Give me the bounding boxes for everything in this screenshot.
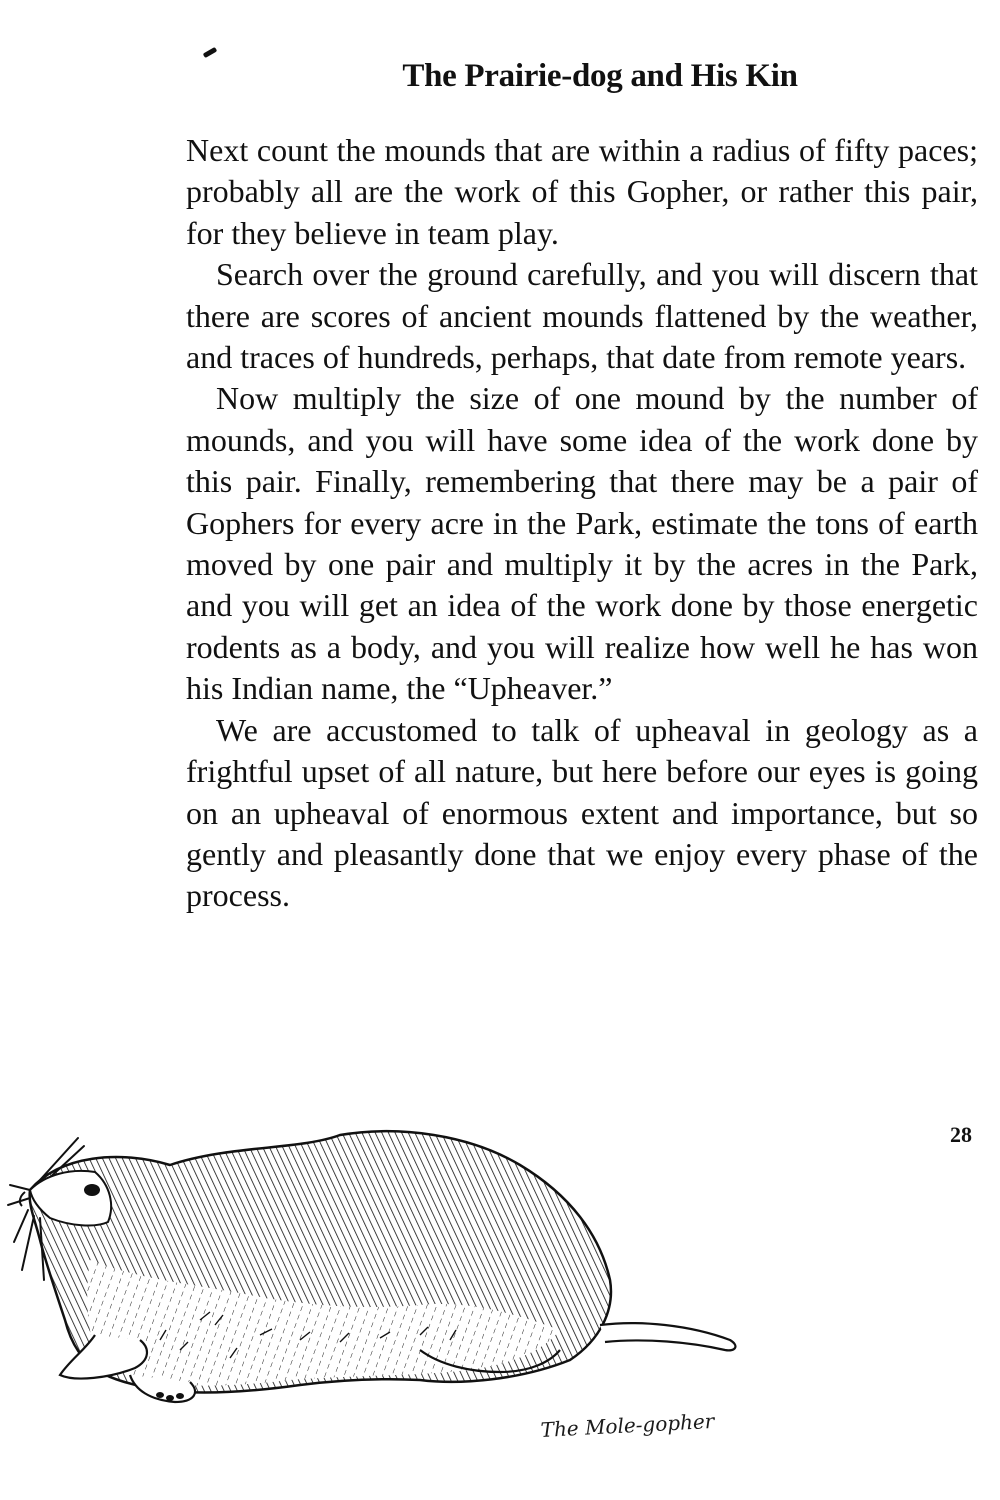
handwritten-caption: The Mole-gopher <box>540 1408 715 1442</box>
ink-speck <box>203 47 218 58</box>
page-number: 28 <box>950 1122 972 1147</box>
paragraph-2: Search over the ground carefully, and you will discern that there are scores of ancient mounds flattened by the weather, and traces of hundreds, perhaps, that date from remote years. <box>186 256 978 376</box>
paragraph-3: Now multiply the size of one mound by the number of mounds, and you will have some idea of the work done by this pair. Finally, remembering that there may be a pair of Gophers for every acre in the Park, estimate the tons of earth moved by one pair and multiply it by the acres in the Park, and you will get an idea of the work done by those energetic rodents as a body, and you will realize how well he has won his Indian name, the “Upheaver.” <box>186 380 978 707</box>
mole-gopher-drawing-icon <box>0 1110 760 1430</box>
running-title: The Prairie-dog and His Kin <box>402 58 798 94</box>
body-text <box>186 130 978 917</box>
paragraph-1: Next count the mounds that are within a radius of fifty paces; probably all are the work of this Gopher, or rather this pair, for they believe in team play. <box>186 132 978 251</box>
paragraph-4: We are accustomed to talk of upheaval in geology as a frightful upset of all nature, but here before our eyes is going on an upheaval of enormous extent and importance, but so gently and pleasantly done that we enjoy every phase of the process. <box>186 711 978 914</box>
